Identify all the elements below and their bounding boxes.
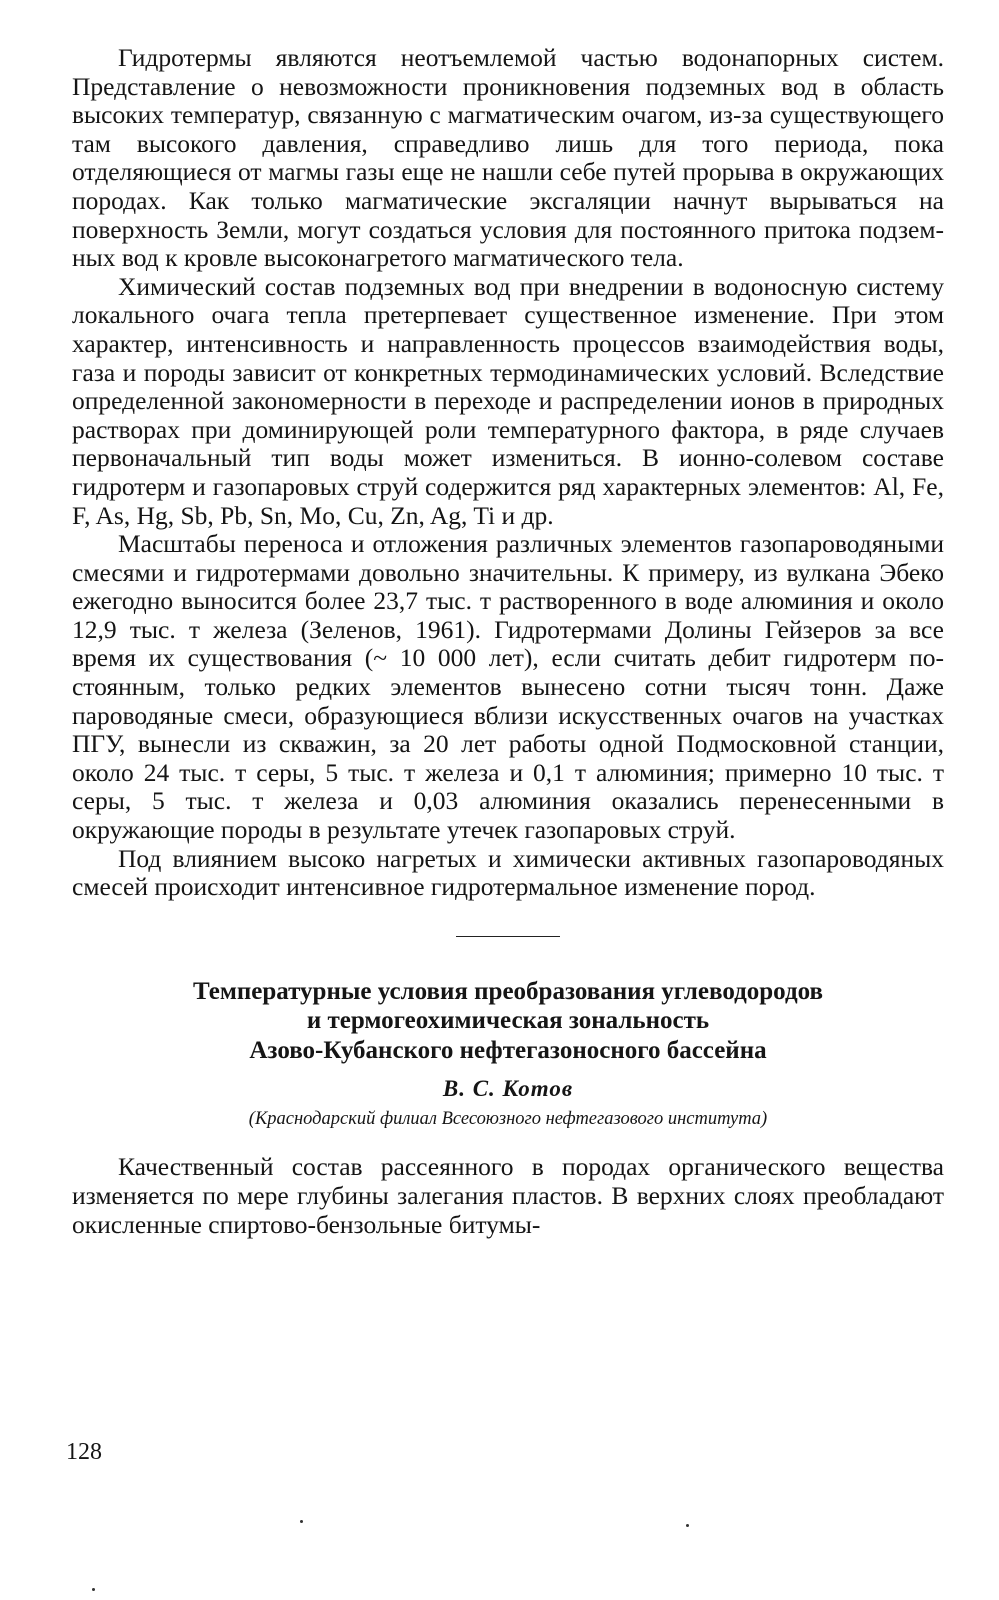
body-paragraph-3: Масштабы переноса и отложения различных элементов газопароводяными смесями и гидротермами довольно значительны. К примеру, из вулкана Эбеко ежегодно выносится более 23,7 тыс. т растворенного в воде алюминия и около 12,9 тыс. т железа (Зеленов, 1961). Гидротермами Долины Гейзеров за все время их существования (~ 10 000 лет), если считать дебит гидротерм постоянным, только редких элементов вынесено сотни тысяч тонн. Даже пароводяные смеси, образующиеся вблизи искусственных очагов на участках ПГУ, вынесли из скважин, за 20 лет работы одной Подмосковной станции, около 24 тыс. т серы, 5 тыс. т железа и 0,1 т алюминия; примерно 10 тыс. т серы, 5 тыс. т железа и 0,03 алюминия оказались перенесенными в окружающие породы в результате утечек газопаровых струй.: [72, 529, 944, 845]
article-title-line-3: Азово-Кубанского нефтегазоносного бассейна: [249, 1036, 767, 1064]
article-affiliation: (Краснодарский филиал Всесоюзного нефтегазового института): [248, 1109, 768, 1130]
article-first-paragraph: Качественный состав рассеянного в породах органического вещества изменяется по мере глубины залегания пластов. В верхних слоях преобладают окисленные спиртово-бензольные битумы-: [72, 1152, 944, 1239]
section-divider: [456, 936, 560, 937]
article-title-line-1: Температурные условия преобразования углеводородов: [193, 977, 823, 1005]
body-paragraph-4: Под влиянием высоко нагретых и химически активных газопароводяных смесей происходит интенсивное гидротермальное изменение пород.: [72, 843, 944, 902]
article-title: [72, 977, 944, 1066]
scan-speck: [686, 1524, 689, 1527]
body-paragraph-2: Химический состав подземных вод при внедрении в водоносную систему локального очага тепла претерпевает существенное изменение. При этом характер, интенсивность и направленность процессов взаимодействия воды, газа и породы зависит от конкретных термодинамических условий. Вследствие определенной закономерности в переходе и распределении ионов в природных растворах при доминирующей роли температурного фактора, в ряде случаев первоначальный тип воды может измениться. В ионно-солевом составе гидротерм и газопаровых струй содержится ряд характерных элементов: Al, Fe, F, As, Hg, Sb, Pb, Sn, Mo, Cu, Zn, Ag, Ti и др.: [72, 271, 944, 530]
scan-speck: [300, 1520, 303, 1523]
page-number: 128: [66, 1439, 102, 1465]
article-title-line-2: и термогеохимическая зональность: [306, 1007, 710, 1035]
body-paragraph-1: Гидротермы являются неотъемлемой частью водонапорных систем. Представление о невозможности проникновения подземных вод в область высоких температур, связанную с магматическим очагом, из-за существующего там высокого давления, справедливо лишь для того периода, пока отделяющиеся от магмы газы еще не нашли себе путей прорыва в окружающих породах. Как только магматические эксгаляции начнут вырываться на поверхность Земли, могут создаться условия для постоянного притока подземных вод к кровле высоконагретого магматического тела.: [72, 43, 944, 273]
article-author: В. С. Котов: [442, 1076, 574, 1102]
scan-speck: [92, 1588, 95, 1591]
page-body: [72, 44, 944, 1239]
